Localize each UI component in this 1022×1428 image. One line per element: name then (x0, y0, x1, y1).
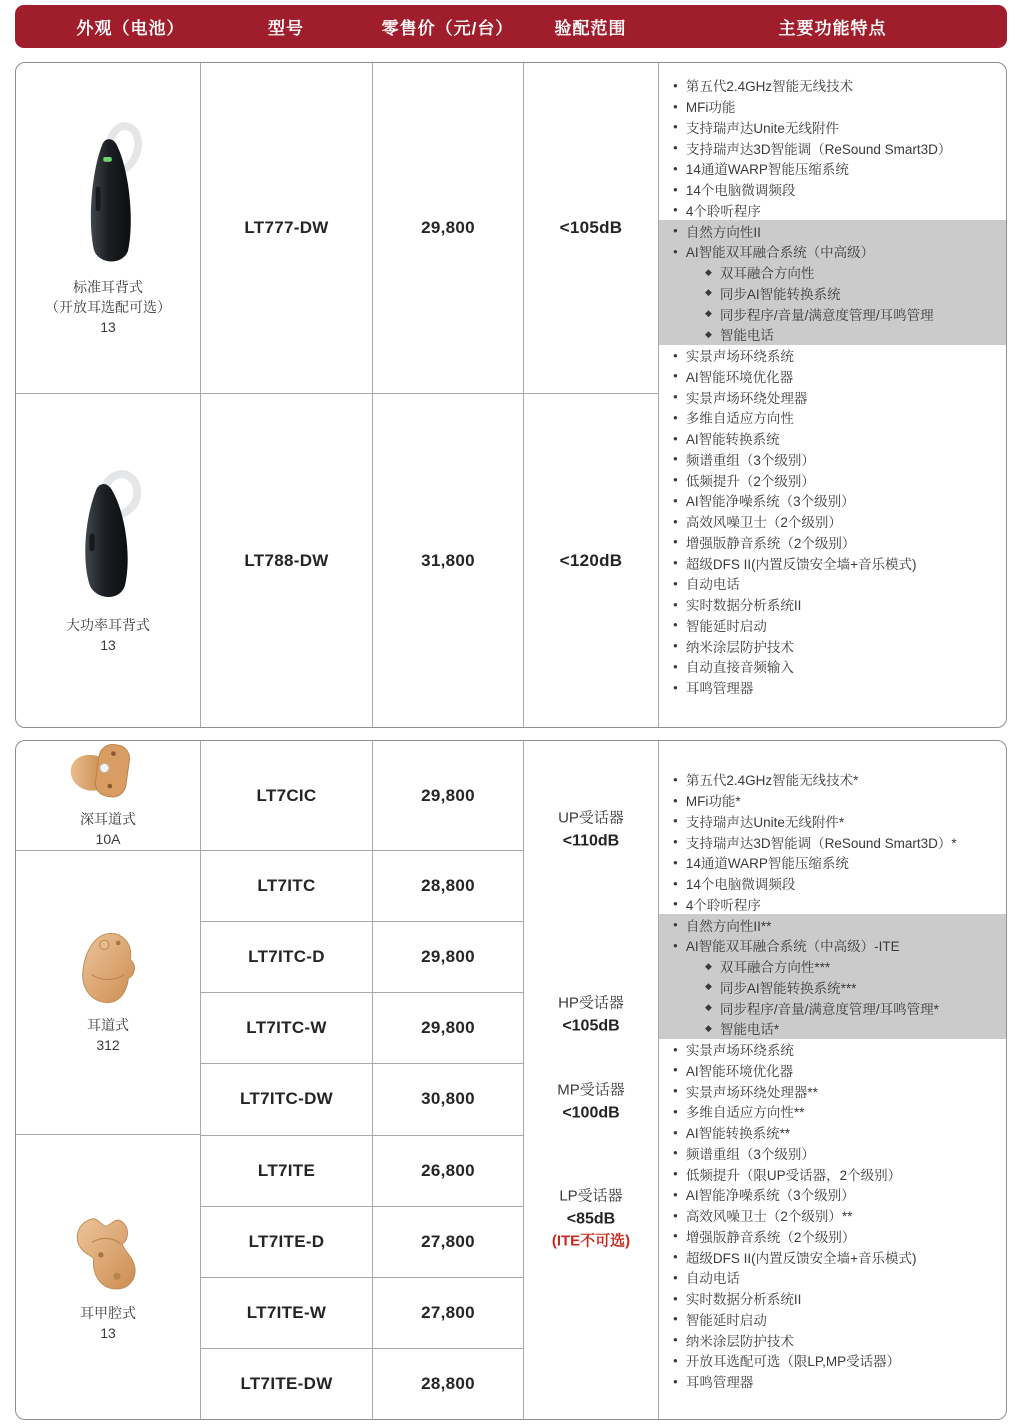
dot-bullet-icon: ● (673, 537, 678, 547)
model-cell: LT7ITE-DW (240, 1373, 333, 1393)
vent-hole (107, 784, 112, 789)
price-cell: 26,800 (373, 1136, 523, 1207)
device-body (77, 1219, 135, 1289)
feature-text: 频谱重组（3个级别） (685, 1146, 815, 1162)
dot-bullet-icon: ● (673, 1106, 678, 1116)
dot-bullet-icon: ● (673, 1335, 678, 1345)
feature-text: 高效风噪卫士（2个级别） (685, 515, 842, 531)
header-fitting-range: 验配范围 (554, 19, 627, 38)
custom-table (15, 740, 1007, 1420)
price-cell: 27,800 (373, 1207, 523, 1278)
push-button (89, 533, 94, 551)
feature-text: 支持瑞声达Unite无线附件* (685, 814, 845, 830)
price-cell: 28,800 (421, 1373, 475, 1393)
feature-text: 超级DFS II(内置反馈安全墙+音乐模式) (685, 1250, 917, 1266)
dot-bullet-icon: ● (673, 795, 678, 805)
feature-text: MFi功能* (685, 794, 741, 810)
dot-bullet-icon: ● (673, 837, 678, 847)
model-cell: LT7ITC (201, 851, 372, 922)
range-value: <85dB (566, 1210, 616, 1228)
faceplate (94, 743, 132, 799)
vent-hole (111, 751, 116, 756)
dot-bullet-icon: ● (673, 857, 678, 867)
feature-text: AI智能环境优化器 (685, 1063, 794, 1079)
dot-bullet-icon: ● (673, 1272, 678, 1282)
bte-power-image (66, 466, 150, 608)
appearance-cell-bte-standard (16, 63, 200, 394)
dot-bullet-icon: ● (673, 1169, 678, 1179)
dot-bullet-icon: ● (673, 143, 678, 153)
dot-bullet-icon: ● (673, 516, 678, 526)
feature-item (659, 1143, 1006, 1164)
price-cell: 29,800 (373, 741, 523, 851)
feature-item (659, 552, 1006, 573)
feature-text: 实时数据分析系统II (685, 1292, 802, 1308)
feature-text: 4个聆听程序 (685, 897, 761, 913)
fitting-range-hp (524, 993, 658, 1038)
appearance-cell-bte-power (16, 394, 200, 727)
appearance-label (45, 278, 171, 338)
feature-text: 超级DFS II(内置反馈安全墙+音乐模式) (685, 556, 917, 572)
dot-bullet-icon: ● (673, 661, 678, 671)
appearance-column (16, 63, 201, 727)
feature-item (659, 1101, 1006, 1122)
feature-item (659, 532, 1006, 553)
receiver-type: UP受话器 (558, 809, 624, 827)
range-value: <110dB (562, 832, 620, 850)
feature-item (659, 220, 1006, 241)
dot-bullet-icon: ● (673, 1355, 678, 1365)
feature-text: 智能电话 (719, 328, 774, 344)
feature-item (659, 594, 1006, 615)
diamond-bullet-icon: ◆ (705, 1002, 712, 1013)
feature-item (659, 852, 1006, 873)
feature-text: 第五代2.4GHz智能无线技术* (685, 773, 859, 789)
price-cell: 28,800 (373, 851, 523, 922)
dot-bullet-icon: ● (673, 454, 678, 464)
feature-item (659, 1122, 1006, 1143)
header-price: 零售价（元/台） (381, 19, 514, 38)
feature-item (659, 469, 1006, 490)
price-column (373, 63, 524, 727)
feature-item (659, 241, 1006, 262)
model-cell: LT7CIC (201, 741, 372, 851)
feature-text: 耳鸣管理器 (685, 1375, 754, 1391)
model-cell: LT7ITC-D (201, 922, 372, 993)
feature-text: AI智能双耳融合系统（中高级）-ITE (685, 939, 900, 955)
dot-bullet-icon: ● (673, 620, 678, 630)
feature-subitem (659, 303, 1006, 324)
feature-item (659, 1371, 1006, 1392)
feature-text: 同步AI智能转换系统*** (719, 980, 857, 996)
feature-item (659, 790, 1006, 811)
feature-item (659, 1080, 1006, 1101)
table-header (15, 5, 1007, 48)
battery-size: 10A (95, 831, 121, 848)
appearance-label (66, 616, 150, 656)
feature-item (659, 811, 1006, 832)
feature-text: 实景声场环绕系统 (685, 1043, 794, 1059)
dot-bullet-icon: ● (673, 163, 678, 173)
price-column (373, 741, 524, 1419)
features-column (659, 63, 1006, 727)
dot-bullet-icon: ● (673, 1065, 678, 1075)
feature-item (659, 179, 1006, 200)
dot-bullet-icon: ● (673, 80, 678, 90)
feature-item (659, 158, 1006, 179)
feature-text: MFi功能 (685, 100, 736, 116)
model-cell: LT7ITC-W (201, 993, 372, 1064)
feature-text: 第五代2.4GHz智能无线技术 (685, 79, 854, 95)
feature-text: 14个电脑微调频段 (685, 183, 796, 199)
dot-bullet-icon: ● (673, 1127, 678, 1137)
battery-size: 13 (100, 318, 116, 335)
feature-subitem (659, 956, 1006, 977)
feature-text: 智能延时启动 (685, 618, 767, 634)
appearance-label (87, 1016, 129, 1056)
diamond-bullet-icon: ◆ (705, 328, 712, 339)
feature-text: 自动电话 (685, 577, 740, 593)
feature-subitem (659, 324, 1006, 345)
feature-text: 低频提升（限UP受话器，2个级别） (685, 1167, 902, 1183)
diamond-bullet-icon: ◆ (705, 960, 712, 971)
model-cell: LT7ITE-W (201, 1278, 372, 1349)
model-cell: LT777-DW (201, 63, 372, 394)
appearance-cell-itc (16, 851, 200, 1135)
feature-subitem (659, 283, 1006, 304)
dot-bullet-icon: ● (673, 1252, 678, 1262)
feature-text: 自然方向性II (685, 224, 761, 240)
dot-bullet-icon: ● (673, 1148, 678, 1158)
feature-text: 自然方向性II** (685, 918, 772, 934)
feature-text: 双耳融合方向性*** (719, 960, 831, 976)
feature-item (659, 490, 1006, 511)
feature-item (659, 345, 1006, 366)
feature-item (659, 200, 1006, 221)
feature-item (659, 117, 1006, 138)
features-list-custom (659, 741, 1006, 1392)
feature-text: 4个聆听程序 (685, 203, 761, 219)
style-name: 耳甲腔式 (80, 1305, 136, 1322)
vent-hole (113, 1273, 120, 1280)
bte-standard-image (69, 118, 147, 270)
feature-subitem (659, 997, 1006, 1018)
feature-item (659, 1205, 1006, 1226)
feature-text: AI智能双耳融合系统（中高级） (685, 245, 875, 261)
appearance-label (80, 810, 136, 850)
appearance-label (80, 1304, 136, 1344)
feature-item (659, 1163, 1006, 1184)
removal-handle (100, 764, 109, 773)
model-cell: LT7ITE (201, 1136, 372, 1207)
fitting-range-cell: <105dB (524, 63, 658, 394)
feature-text: 自动电话 (685, 1271, 740, 1287)
dot-bullet-icon: ● (673, 101, 678, 111)
feature-subitem (659, 1018, 1006, 1039)
feature-item (659, 1350, 1006, 1371)
feature-item (659, 935, 1006, 956)
dot-bullet-icon: ● (673, 184, 678, 194)
feature-item (659, 615, 1006, 636)
range-note: (ITE不可选) (551, 1232, 631, 1250)
feature-text: 双耳融合方向性 (719, 266, 815, 282)
diamond-bullet-icon: ◆ (705, 1022, 712, 1033)
model-cell: LT7ITC-DW (201, 1064, 372, 1135)
feature-item (659, 449, 1006, 470)
dot-bullet-icon: ● (673, 495, 678, 505)
receiver-type: LP受话器 (559, 1187, 623, 1205)
feature-text: 纳米涂层防护技术 (685, 639, 794, 655)
feature-text: 14通道WARP智能压缩系统 (685, 856, 849, 872)
feature-item (659, 1288, 1006, 1309)
feature-item (659, 635, 1006, 656)
dot-bullet-icon: ● (673, 1314, 678, 1324)
feature-text: 14通道WARP智能压缩系统 (685, 162, 849, 178)
feature-item (659, 914, 1006, 935)
range-value: <100dB (562, 1104, 620, 1122)
dot-bullet-icon: ● (673, 1044, 678, 1054)
price-cell: 27,800 (373, 1278, 523, 1349)
feature-text: 多维自适应方向性 (685, 411, 794, 427)
feature-item (659, 386, 1006, 407)
dot-bullet-icon: ● (673, 1189, 678, 1199)
mic-port (98, 1252, 103, 1257)
dot-bullet-icon: ● (673, 940, 678, 950)
feature-item (659, 769, 1006, 790)
dot-bullet-icon: ● (673, 371, 678, 381)
feature-subitem (659, 977, 1006, 998)
feature-text: 增强版静音系统（2个级别） (685, 1229, 856, 1245)
push-button (96, 187, 101, 212)
feature-item (659, 1267, 1006, 1288)
fitting-range-lp (524, 1186, 658, 1253)
style-option: （开放耳选配可选） (45, 299, 171, 316)
feature-text: AI智能净噪系统（3个级别） (685, 1188, 855, 1204)
appearance-cell-ite (16, 1135, 200, 1419)
itc-image (77, 930, 139, 1008)
feature-text: 高效风噪卫士（2个级别）** (685, 1209, 853, 1225)
battery-size: 312 (96, 1036, 120, 1053)
fitting-range-column (524, 741, 659, 1419)
dot-bullet-icon: ● (673, 412, 678, 422)
feature-item (659, 894, 1006, 915)
feature-text: 耳鸣管理器 (685, 681, 754, 697)
feature-text: 纳米涂层防护技术 (685, 1333, 794, 1349)
feature-item (659, 96, 1006, 117)
diamond-bullet-icon: ◆ (705, 981, 712, 992)
model-cell: LT788-DW (244, 550, 329, 570)
fitting-range-column (524, 63, 659, 727)
feature-text: 实景声场环绕系统 (685, 349, 794, 365)
fitting-range-mp (524, 1080, 658, 1125)
feature-text: 多维自适应方向性** (685, 1105, 805, 1121)
dot-bullet-icon: ● (673, 1231, 678, 1241)
dot-bullet-icon: ● (673, 1293, 678, 1303)
feature-text: 14个电脑微调频段 (685, 877, 796, 893)
features-column (659, 741, 1006, 1419)
feature-text: 智能延时启动 (685, 1312, 767, 1328)
mic-port (116, 940, 121, 945)
features-list-bte (659, 63, 1006, 698)
feature-item (659, 1309, 1006, 1330)
feature-text: 开放耳选配可选（限LP,MP受话器） (685, 1354, 901, 1370)
dot-bullet-icon: ● (673, 920, 678, 930)
dot-bullet-icon: ● (673, 205, 678, 215)
feature-text: 低频提升（2个级别） (685, 473, 815, 489)
appearance-cell-cic (16, 741, 200, 851)
feature-text: 支持瑞声达Unite无线附件 (685, 120, 839, 136)
battery-size: 13 (100, 636, 116, 653)
price-cell: 29,800 (373, 922, 523, 993)
receiver-type: MP受话器 (557, 1081, 625, 1099)
feature-item (659, 656, 1006, 677)
feature-text: 支持瑞声达3D智能调（ReSound Smart3D） (685, 141, 952, 157)
header-model: 型号 (268, 19, 304, 38)
feature-item (659, 573, 1006, 594)
feature-item (659, 75, 1006, 96)
fitting-range-up (524, 808, 658, 853)
diamond-bullet-icon: ◆ (705, 287, 712, 298)
feature-text: 增强版静音系统（2个级别） (685, 535, 856, 551)
feature-item (659, 407, 1006, 428)
dot-bullet-icon: ● (673, 392, 678, 402)
feature-item (659, 1060, 1006, 1081)
feature-item (659, 1329, 1006, 1350)
dot-bullet-icon: ● (673, 816, 678, 826)
feature-text: 实景声场环绕处理器** (685, 1084, 818, 1100)
feature-item (659, 366, 1006, 387)
feature-item (659, 511, 1006, 532)
feature-text: AI智能环境优化器 (685, 369, 794, 385)
price-cell: 29,800 (373, 63, 523, 394)
dot-bullet-icon: ● (673, 1376, 678, 1386)
dot-bullet-icon: ● (673, 122, 678, 132)
feature-text: 智能电话* (719, 1022, 780, 1038)
dot-bullet-icon: ● (673, 246, 678, 256)
price-cell: 31,800 (421, 550, 475, 570)
dot-bullet-icon: ● (673, 599, 678, 609)
style-name: 标准耳背式 (73, 279, 143, 296)
model-column (201, 63, 373, 727)
style-name: 深耳道式 (80, 811, 136, 828)
feature-item (659, 1246, 1006, 1267)
dot-bullet-icon: ● (673, 226, 678, 236)
dot-bullet-icon: ● (673, 899, 678, 909)
volume-wheel (100, 940, 109, 949)
feature-item (659, 1184, 1006, 1205)
model-column (201, 741, 373, 1419)
dot-bullet-icon: ● (673, 578, 678, 588)
feature-text: 实景声场环绕处理器 (685, 390, 808, 406)
feature-text: 实时数据分析系统II (685, 598, 802, 614)
feature-item (659, 1226, 1006, 1247)
dot-bullet-icon: ● (673, 682, 678, 692)
ite-image (70, 1210, 146, 1296)
feature-subitem (659, 262, 1006, 283)
led-indicator (103, 157, 112, 162)
feature-text: 同步程序/音量/满意度管理/耳鸣管理 (719, 307, 934, 323)
dot-bullet-icon: ● (673, 774, 678, 784)
feature-text: AI智能净噪系统（3个级别） (685, 494, 855, 510)
range-value: <105dB (562, 1017, 620, 1035)
dot-bullet-icon: ● (673, 433, 678, 443)
dot-bullet-icon: ● (673, 475, 678, 485)
feature-text: AI智能转换系统** (685, 1126, 791, 1142)
dot-bullet-icon: ● (673, 878, 678, 888)
dot-bullet-icon: ● (673, 641, 678, 651)
dot-bullet-icon: ● (673, 1086, 678, 1096)
feature-item (659, 831, 1006, 852)
receiver-type: HP受话器 (558, 994, 624, 1012)
model-cell: LT7ITE-D (201, 1207, 372, 1278)
feature-text: 自动直接音频输入 (685, 660, 794, 676)
diamond-bullet-icon: ◆ (705, 266, 712, 277)
fitting-range-cell: <120dB (559, 550, 623, 570)
feature-text: 同步AI智能转换系统 (719, 286, 841, 302)
price-cell: 30,800 (373, 1064, 523, 1135)
appearance-column (16, 741, 201, 1419)
cic-image (62, 741, 154, 802)
dot-bullet-icon: ● (673, 350, 678, 360)
feature-item (659, 873, 1006, 894)
feature-text: AI智能转换系统 (685, 432, 780, 448)
header-features: 主要功能特点 (778, 19, 887, 38)
style-name: 耳道式 (87, 1016, 129, 1033)
price-cell: 29,800 (373, 993, 523, 1064)
style-name: 大功率耳背式 (66, 616, 150, 633)
dot-bullet-icon: ● (673, 558, 678, 568)
feature-item (659, 137, 1006, 158)
diamond-bullet-icon: ◆ (705, 308, 712, 319)
feature-text: 同步程序/音量/满意度管理/耳鸣管理* (719, 1001, 939, 1017)
battery-size: 13 (100, 1325, 116, 1341)
feature-item (659, 428, 1006, 449)
feature-item (659, 677, 1006, 698)
bte-table (15, 62, 1007, 728)
feature-text: 支持瑞声达3D智能调（ReSound Smart3D）* (685, 835, 957, 851)
feature-item (659, 1039, 1006, 1060)
feature-text: 频谱重组（3个级别） (685, 452, 815, 468)
header-appearance: 外观（电池） (76, 19, 185, 38)
dot-bullet-icon: ● (673, 1210, 678, 1220)
